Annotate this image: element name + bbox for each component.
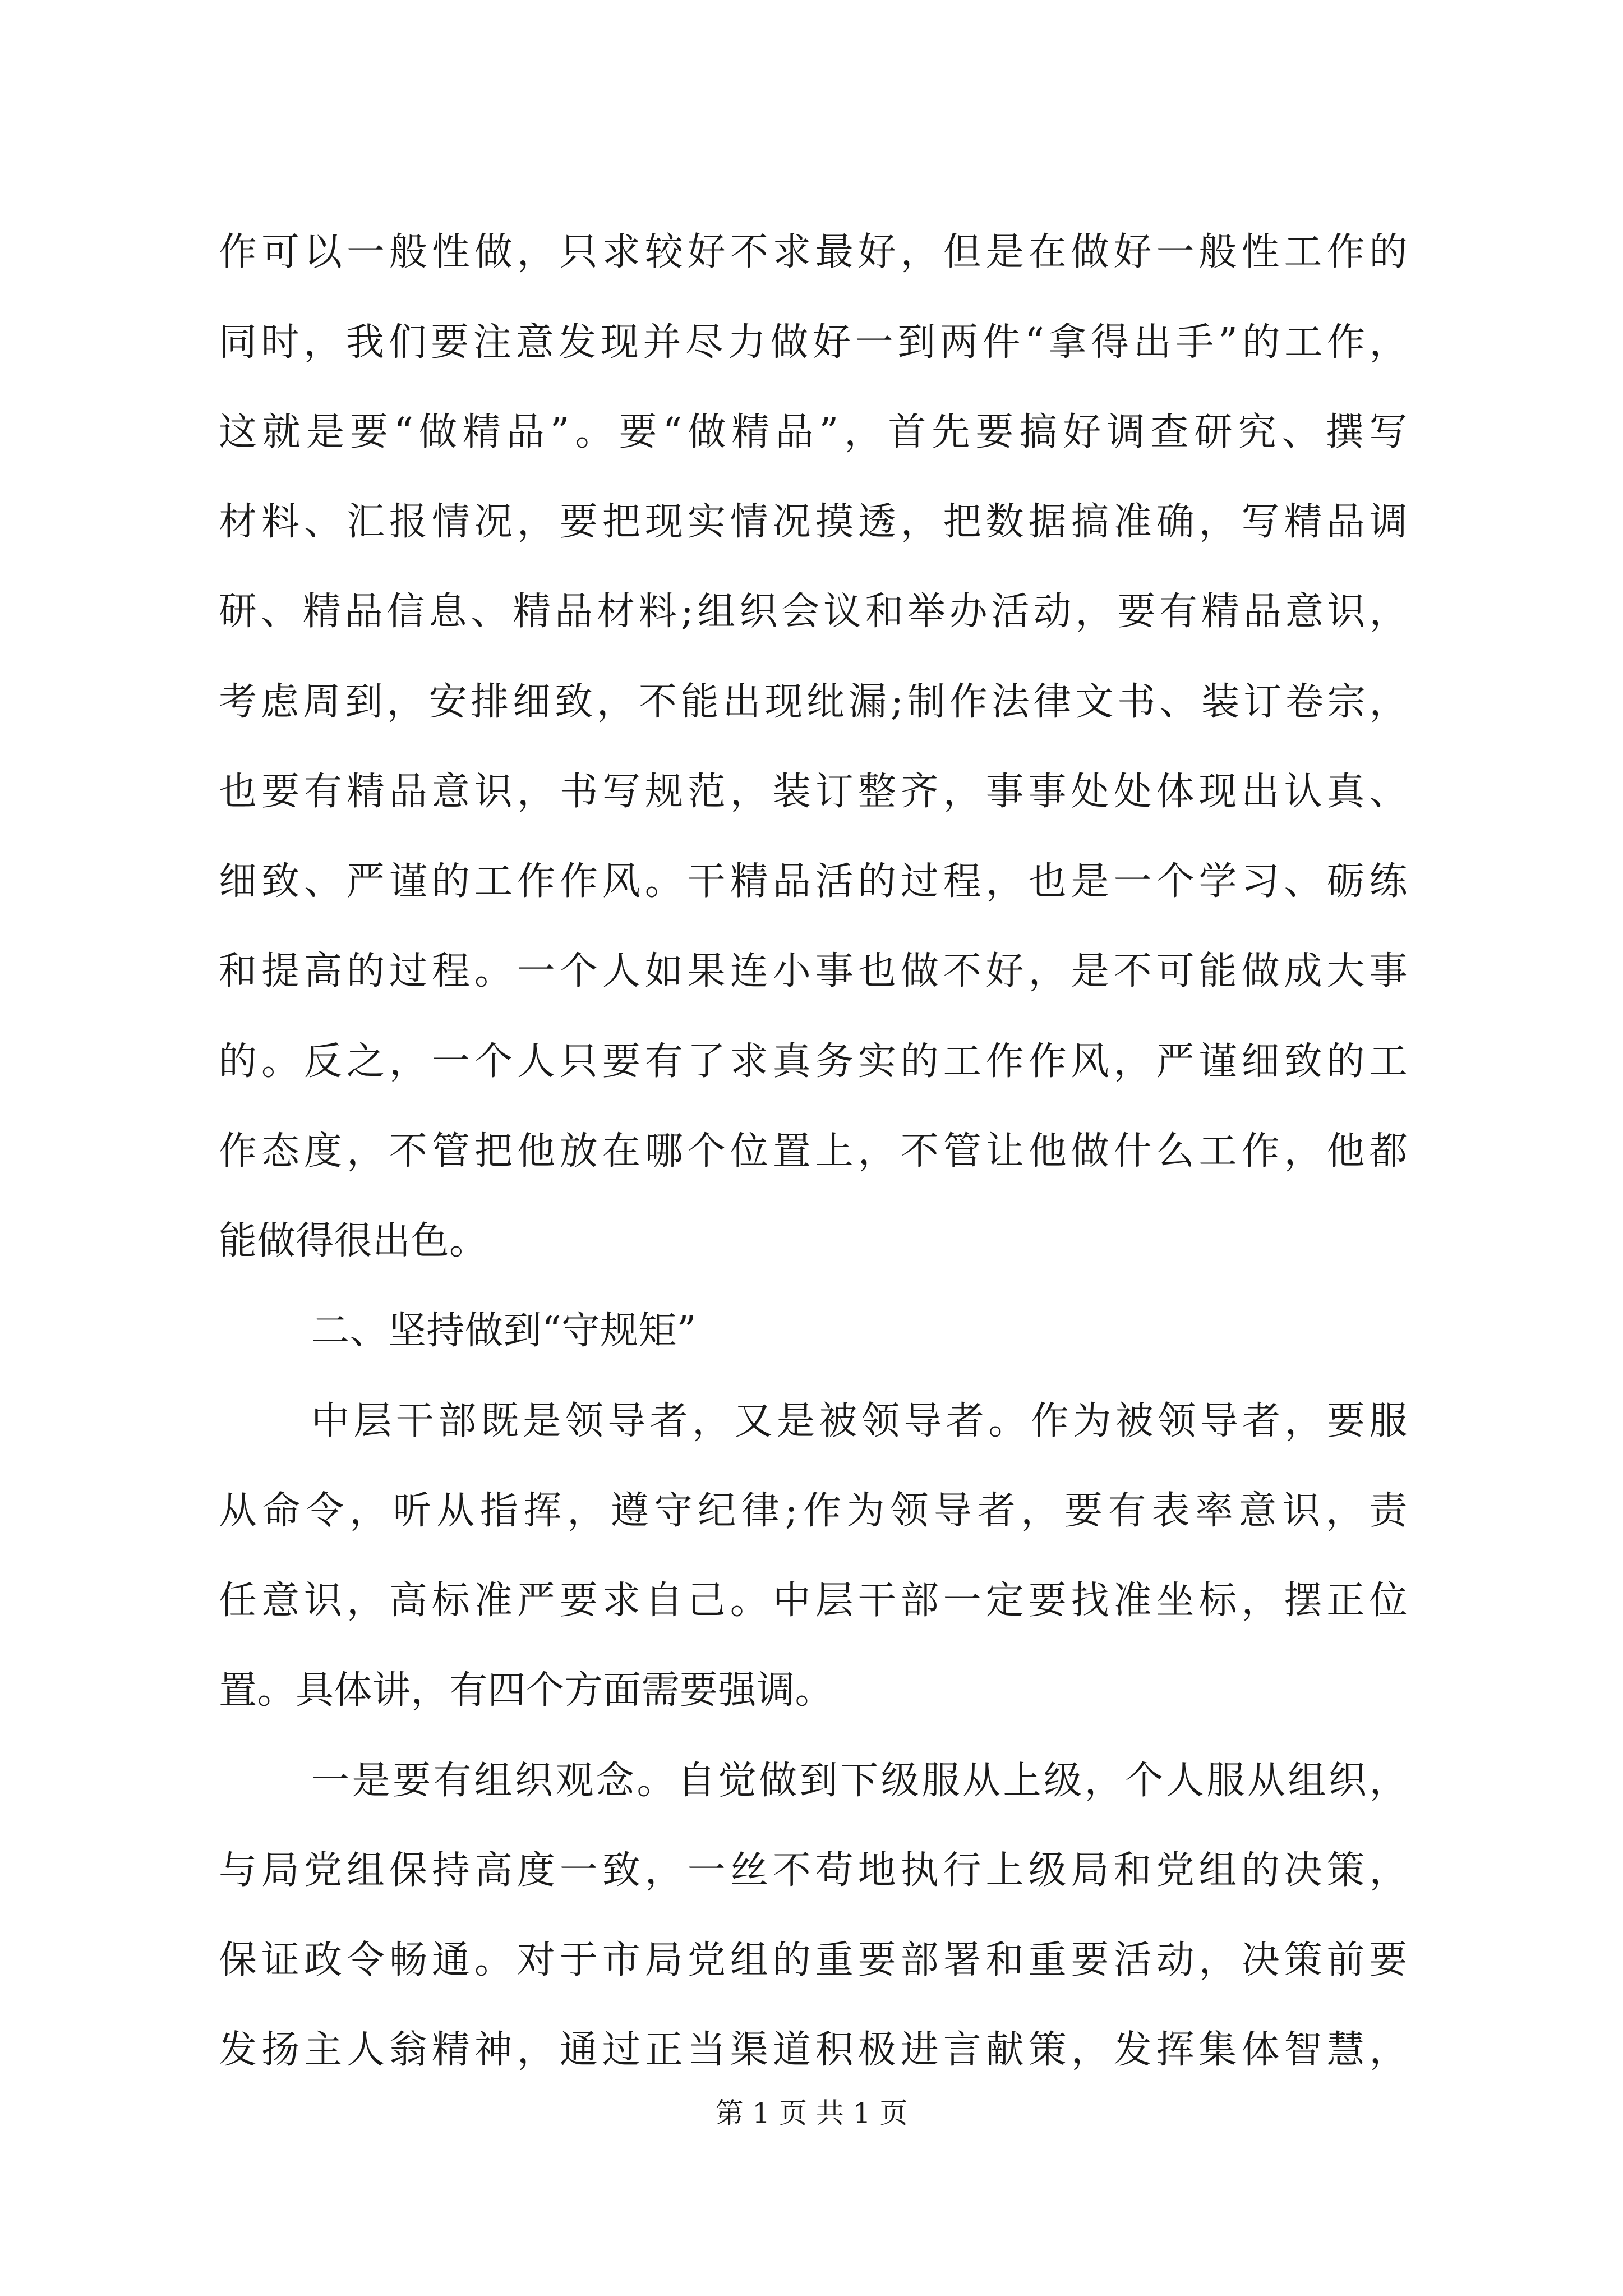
body-text-line: 置。具体讲，有四个方面需要强调。	[219, 1668, 834, 1713]
body-text-line: 材料、汇报情况，要把现实情况摸透，把数据搞准确，写精品调	[219, 500, 1408, 544]
body-text-line: 和提高的过程。一个人如果连小事也做不好，是不可能做成大事	[219, 949, 1408, 993]
section-heading: 二、坚持做到“守规矩”	[311, 1309, 697, 1353]
body-text-line: 作态度，不管把他放在哪个位置上，不管让他做什么工作，他都	[219, 1129, 1408, 1174]
body-text-line: 保证政令畅通。对于市局党组的重要部署和重要活动，决策前要	[219, 1938, 1408, 1982]
body-text-line: 同时，我们要注意发现并尽力做好一到两件“拿得出手”的工作，	[219, 320, 1408, 365]
body-text-line: 细致、严谨的工作作风。干精品活的过程，也是一个学习、砺练	[219, 859, 1408, 904]
body-text-line: 能做得很出色。	[219, 1219, 488, 1263]
body-text-line: 作可以一般性做，只求较好不求最好，但是在做好一般性工作的	[219, 230, 1408, 274]
body-text-line: 从命令，听从指挥，遵守纪律;作为领导者，要有表率意识，责	[219, 1489, 1408, 1533]
body-text-line: 任意识，高标准严要求自己。中层干部一定要找准坐标，摆正位	[219, 1579, 1408, 1623]
page-number-footer: 第 1 页 共 1 页	[715, 2097, 908, 2129]
body-text-line: 与局党组保持高度一致，一丝不苟地执行上级局和党组的决策，	[219, 1848, 1408, 1893]
body-text-line: 研、精品信息、精品材料;组织会议和举办活动，要有精品意识，	[219, 590, 1408, 634]
body-text-line: 的。反之，一个人只要有了求真务实的工作作风，严谨细致的工	[219, 1039, 1408, 1084]
body-text-line: 中层干部既是领导者，又是被领导者。作为被领导者，要服	[311, 1399, 1408, 1443]
body-text-line: 考虑周到，安排细致，不能出现纰漏;制作法律文书、装订卷宗，	[219, 680, 1408, 724]
body-text-line: 也要有精品意识，书写规范，装订整齐，事事处处体现出认真、	[219, 770, 1408, 814]
body-text-line: 一是要有组织观念。自觉做到下级服从上级，个人服从组织，	[311, 1759, 1408, 1803]
body-text-line: 发扬主人翁精神，通过正当渠道积极进言献策，发挥集体智慧，	[219, 2028, 1408, 2072]
body-text-line: 这就是要“做精品”。要“做精品”，首先要搞好调查研究、撰写	[219, 410, 1408, 454]
